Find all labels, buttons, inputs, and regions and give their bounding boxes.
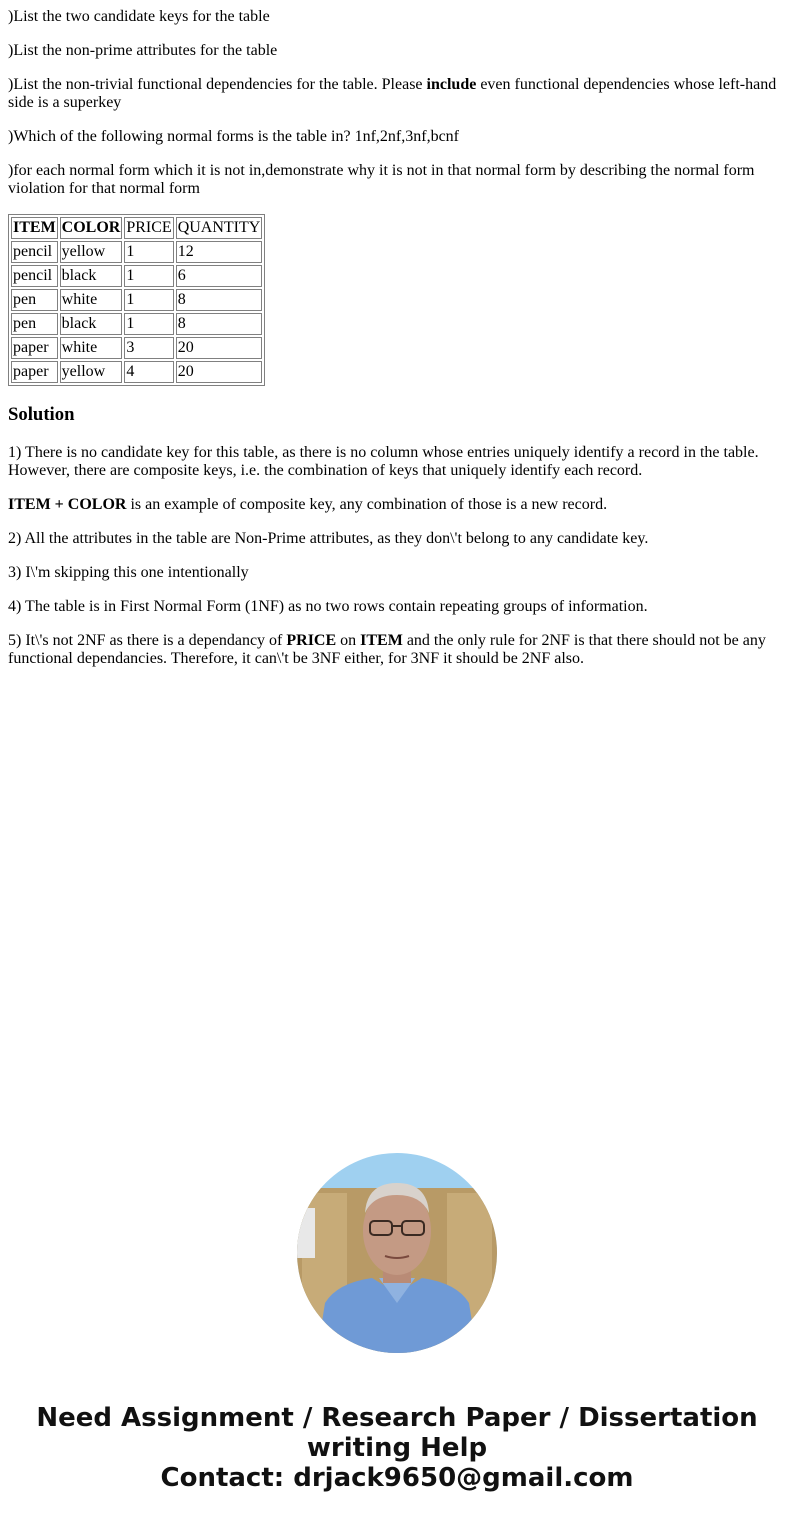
solution-paragraph-2 — [8, 496, 786, 514]
table-row — [11, 265, 262, 287]
table-cell: pencil — [11, 241, 58, 263]
table-cell: 3 — [124, 337, 173, 359]
question-4: )Which of the following normal forms is the table in? 1nf,2nf,3nf,bcnf — [8, 128, 459, 145]
table-row — [11, 289, 262, 311]
table-header-cell: ITEM — [11, 217, 58, 239]
solution-paragraph-2-rest: is an example of composite key, any combination of those is a new record. — [126, 496, 608, 513]
table-cell: black — [60, 265, 123, 287]
price-bold: PRICE — [286, 632, 337, 649]
table-header-cell: PRICE — [124, 217, 173, 239]
table-cell: 20 — [176, 337, 263, 359]
table-header-cell: COLOR — [60, 217, 123, 239]
table-cell: 12 — [176, 241, 263, 263]
table-cell: 1 — [124, 289, 173, 311]
items-table — [8, 214, 265, 386]
contact-banner — [0, 1403, 794, 1493]
table-cell: white — [60, 337, 123, 359]
table-row — [11, 241, 262, 263]
composite-key-bold: ITEM + COLOR — [8, 496, 127, 513]
question-3-part-a: )List the non-trivial functional dependencies for the table. Please — [8, 76, 427, 93]
solution-heading: Solution — [8, 404, 75, 425]
table-row — [11, 313, 262, 335]
question-2: )List the non-prime attributes for the table — [8, 42, 278, 59]
solution-paragraph-5: 4) The table is in First Normal Form (1NF) as no two rows contain repeating groups of information. — [8, 598, 648, 615]
question-3-part-b: even functional dependencies whose left-hand side is a superkey — [8, 76, 777, 111]
solution-paragraph-6-e: and the only rule for 2NF is that there should not be any functional dependancies. Therefore, it can\'t be 3NF either, for 3NF it should be 2NF also. — [8, 632, 766, 667]
banner-line-2: writing Help — [306, 1433, 488, 1463]
table-row — [11, 361, 262, 383]
author-portrait-icon — [297, 1153, 497, 1353]
question-5: )for each normal form which it is not in,demonstrate why it is not in that normal form by describing the normal form violation for that normal form — [8, 162, 755, 197]
item-bold: ITEM — [360, 632, 403, 649]
table-cell: 6 — [176, 265, 263, 287]
solution-paragraph-3: 2) All the attributes in the table are Non-Prime attributes, as they don\'t belong to any candidate key. — [8, 530, 649, 547]
table-cell: 4 — [124, 361, 173, 383]
solution-paragraph-6-c: on — [336, 632, 361, 649]
table-cell: pen — [11, 289, 58, 311]
table-cell: white — [60, 289, 123, 311]
table-cell: pencil — [11, 265, 58, 287]
solution-paragraph-6-a: 5) It\'s not 2NF as there is a dependancy of — [8, 632, 287, 649]
table-cell: 1 — [124, 241, 173, 263]
banner-line-1: Need Assignment / Research Paper / Dissertation — [36, 1403, 758, 1433]
document-body — [8, 8, 786, 684]
solution-paragraph-1: 1) There is no candidate key for this table, as there is no column whose entries uniquely identify a record in the table. However, there are composite keys, i.e. the combination of keys that uniquely identify each record. — [8, 444, 759, 479]
table-cell: paper — [11, 337, 58, 359]
table-cell: yellow — [60, 241, 123, 263]
author-avatar — [297, 1153, 497, 1353]
table-cell: 8 — [176, 313, 263, 335]
solution-paragraph-4: 3) I\'m skipping this one intentionally — [8, 564, 249, 581]
table-cell: yellow — [60, 361, 123, 383]
question-3-bold: include — [426, 76, 477, 93]
solution-paragraph-6 — [8, 632, 786, 668]
table-cell: 1 — [124, 265, 173, 287]
table-cell: paper — [11, 361, 58, 383]
table-header-cell: QUANTITY — [176, 217, 263, 239]
table-cell: 8 — [176, 289, 263, 311]
question-3 — [8, 76, 786, 112]
table-cell: 20 — [176, 361, 263, 383]
table-header-row — [11, 217, 262, 239]
table-cell: black — [60, 313, 123, 335]
table-row — [11, 337, 262, 359]
table-cell: pen — [11, 313, 58, 335]
banner-line-3: Contact: drjack9650@gmail.com — [160, 1463, 634, 1493]
table-cell: 1 — [124, 313, 173, 335]
question-1: )List the two candidate keys for the table — [8, 8, 270, 25]
